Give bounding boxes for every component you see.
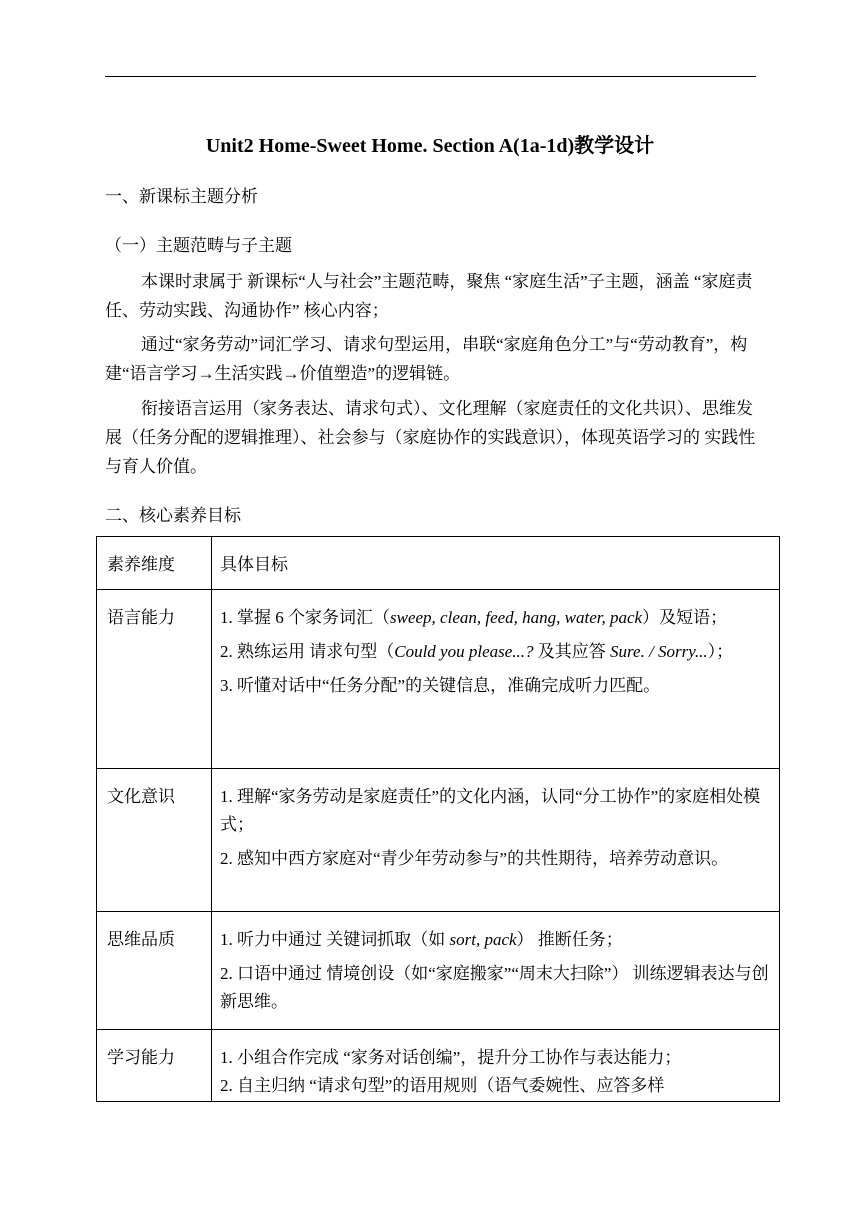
goal-cell xyxy=(212,769,780,912)
goal-item xyxy=(212,912,779,954)
goal-item: 2. 感知中西方家庭对“青少年劳动参与”的共性期待，培养劳动意识。 xyxy=(220,849,729,868)
goal-item: 2. 口语中通过 情境创设（如“家庭搬家”“周末大扫除”） 训练逻辑表达与创新思维。 xyxy=(220,964,769,1011)
header-rule xyxy=(105,76,756,77)
table-row xyxy=(97,590,780,769)
goal-emphasis: Sure. / Sorry... xyxy=(610,642,708,661)
goal-item xyxy=(212,632,779,666)
dimension-label: 文化意识 xyxy=(107,787,175,806)
dimension-cell xyxy=(97,590,212,769)
paragraph-3: 衔接语言运用（家务表达、请求句式）、文化理解（家庭责任的文化共识）、思维发展（任务分配的逻辑推理）、社会参与（家庭协作的实践意识），体现英语学习的 实践性与育人价值。 xyxy=(105,399,756,476)
goal-text: 及其应答 xyxy=(533,642,611,661)
goal-text: ）及短语； xyxy=(642,608,728,627)
paragraph-2: 通过“家务劳动”词汇学习、请求句型运用，串联“家庭角色分工”与“劳动教育”，构建“语言学习→生活实践→价值塑造”的逻辑链。 xyxy=(105,335,748,383)
goal-cell xyxy=(212,1030,780,1102)
section1-subheading: （一）主题范畴与子主题 xyxy=(105,236,292,255)
table-row xyxy=(97,912,780,1030)
goal-text: ） 推断任务； xyxy=(516,930,623,949)
header-goal-cell xyxy=(212,537,780,590)
section1-heading: 一、新课标主题分析 xyxy=(105,187,258,206)
goal-text: 1. 掌握 6 个家务词汇（ xyxy=(220,608,390,627)
dimension-label: 语言能力 xyxy=(107,608,175,627)
goal-cell xyxy=(212,912,780,1030)
table-row xyxy=(97,1030,780,1102)
paragraph-1: 本课时隶属于 新课标“人与社会”主题范畴，聚焦 “家庭生活”子主题，涵盖 “家庭责任、劳动实践、沟通协作” 核心内容； xyxy=(105,272,753,320)
header-goal: 具体目标 xyxy=(220,555,288,574)
goal-item: 3. 听懂对话中“任务分配”的关键信息，准确完成听力匹配。 xyxy=(220,676,661,695)
dimension-cell xyxy=(97,769,212,912)
dimension-label: 学习能力 xyxy=(107,1048,175,1067)
goal-emphasis: sort, pack xyxy=(449,930,517,949)
dimension-label: 思维品质 xyxy=(107,930,175,949)
goals-table xyxy=(96,536,780,1102)
table-header-row xyxy=(97,537,780,590)
goal-cell xyxy=(212,590,780,769)
goal-text: ）； xyxy=(707,642,734,661)
dimension-cell xyxy=(97,912,212,1030)
table-row xyxy=(97,769,780,912)
goal-item xyxy=(212,590,779,632)
document-title: Unit2 Home-Sweet Home. Section A(1a-1d)教学设计 xyxy=(205,135,655,157)
section2-heading: 二、核心素养目标 xyxy=(105,506,241,525)
dimension-cell xyxy=(97,1030,212,1102)
goal-item: 2. 自主归纳 “请求句型”的语用规则（语气委婉性、应答多样 xyxy=(220,1076,665,1095)
goal-emphasis: sweep, clean, feed, hang, water, pack xyxy=(390,608,643,627)
goal-emphasis: Could you please...? xyxy=(394,642,534,661)
goal-text: 2. 熟练运用 请求句型（ xyxy=(220,642,395,661)
header-dimension: 素养维度 xyxy=(107,555,175,574)
goal-text: 1. 听力中通过 关键词抓取（如 xyxy=(220,930,450,949)
goal-item: 1. 理解“家务劳动是家庭责任”的文化内涵，认同“分工协作”的家庭相处模式； xyxy=(220,787,761,834)
header-dimension-cell xyxy=(97,537,212,590)
goal-item: 1. 小组合作完成 “家务对话创编”，提升分工协作与表达能力； xyxy=(220,1048,682,1067)
